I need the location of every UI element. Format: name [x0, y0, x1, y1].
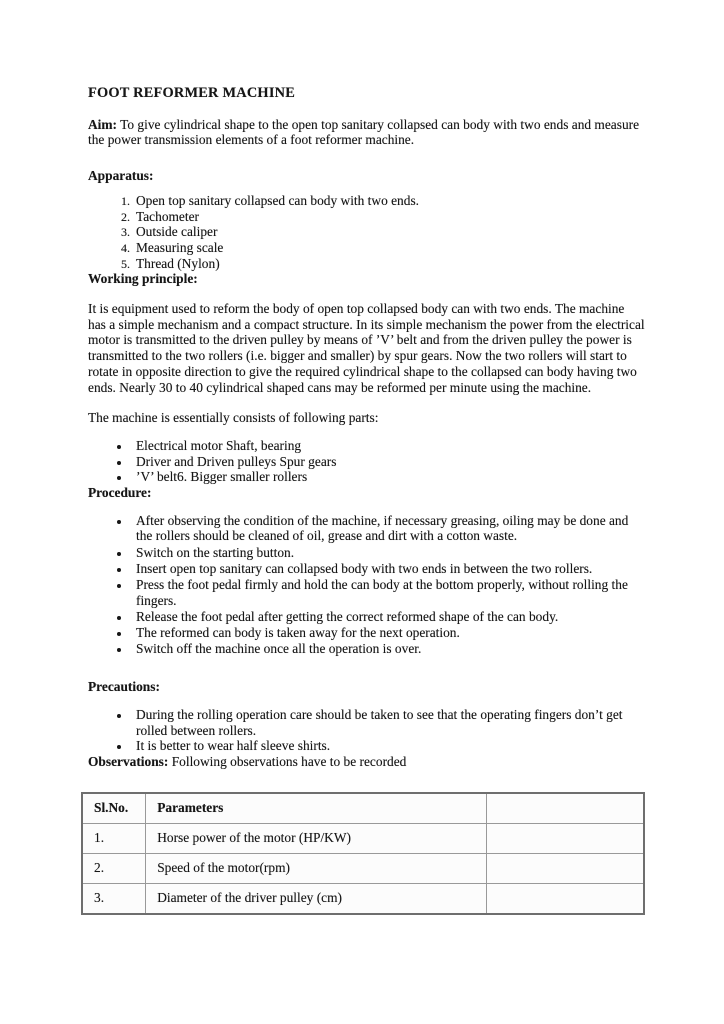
procedure-step: • Release the foot pedal after getting the correct reformed shape of the can body.: [131, 609, 645, 625]
apparatus-list: [88, 193, 645, 272]
precautions-list: [88, 707, 645, 754]
precaution-item: • During the rolling operation care should be taken to see that the operating fingers don’t get rolled between rollers.: [131, 707, 645, 738]
apparatus-heading: Apparatus:: [88, 168, 154, 184]
procedure-step: • Press the foot pedal firmly and hold the can body at the bottom properly, without rolling the fingers.: [131, 577, 645, 608]
table-row: [82, 883, 644, 914]
cell-slno: 2.: [82, 853, 146, 883]
cell-parameter: Diameter of the driver pulley (cm): [146, 883, 487, 914]
procedure-heading: Procedure:: [88, 485, 152, 501]
parts-list: [88, 438, 645, 485]
cell-value: [487, 883, 644, 914]
parts-item: • Electrical motor Shaft, bearing: [131, 438, 645, 454]
document-content: [88, 86, 645, 915]
cell-parameter: Speed of the motor(rpm): [146, 853, 487, 883]
precaution-item: • It is better to wear half sleeve shirts.: [131, 738, 645, 754]
observations-text: Following observations have to be recorded: [171, 753, 407, 769]
parts-intro: The machine is essentially consists of following parts:: [88, 410, 379, 426]
apparatus-item: 3. Outside caliper: [133, 224, 645, 240]
table-row: [82, 823, 644, 853]
working-principle-heading: Working principle:: [88, 271, 198, 287]
apparatus-item: 4. Measuring scale: [133, 240, 645, 256]
table-row: [82, 853, 644, 883]
observations-table: [81, 792, 645, 915]
procedure-step: • The reformed can body is taken away for the next operation.: [131, 625, 645, 641]
table-header-slno: Sl.No.: [82, 793, 146, 824]
procedure-step: • Insert open top sanitary can collapsed body with two ends in between the two rollers.: [131, 561, 645, 577]
working-principle-paragraph: It is equipment used to reform the body of open top collapsed body can with two ends. The machine has a simple mechanism and a compact structure. In its simple mechanism the power from the electrical motor is transmitted to the driven pulley by means of ’V’ belt and from the driven pulley the power is transmitted to the two rollers (i.e. bigger and smaller) by spur gears. Now the two rollers will start to rotate in opposite direction to give the required cylindrical shape to the collapsed can body having two ends. Nearly 30 to 40 cylindrical shaped cans may be reformed per minute using the machine.: [88, 301, 645, 395]
table-header-value: [487, 793, 644, 824]
aim-paragraph: [88, 117, 645, 148]
page-title: FOOT REFORMER MACHINE: [88, 85, 296, 101]
precautions-heading: Precautions:: [88, 679, 160, 695]
apparatus-item: 1. Open top sanitary collapsed can body with two ends.: [133, 193, 645, 209]
table-header-row: [82, 793, 644, 824]
cell-value: [487, 853, 644, 883]
parts-item: • Driver and Driven pulleys Spur gears: [131, 454, 645, 470]
apparatus-item: 2. Tachometer: [133, 209, 645, 225]
cell-value: [487, 823, 644, 853]
procedure-step: • Switch on the starting button.: [131, 545, 645, 561]
observations-line: [88, 754, 645, 770]
observations-label: Observations:: [88, 753, 169, 769]
cell-slno: 3.: [82, 883, 146, 914]
parts-item: • ’V’ belt6. Bigger smaller rollers: [131, 469, 645, 485]
procedure-step: • Switch off the machine once all the operation is over.: [131, 641, 645, 657]
procedure-list: [88, 513, 645, 657]
cell-parameter: Horse power of the motor (HP/KW): [146, 823, 487, 853]
cell-slno: 1.: [82, 823, 146, 853]
aim-text: To give cylindrical shape to the open top sanitary collapsed can body with two ends and measure the power transmission elements of a foot reformer machine.: [88, 116, 640, 148]
procedure-step: • After observing the condition of the machine, if necessary greasing, oiling may be done and the rollers should be cleaned of oil, grease and dirt with a cotton waste.: [131, 513, 645, 544]
apparatus-item: 5. Thread (Nylon): [133, 256, 645, 272]
table-header-parameters: Parameters: [146, 793, 487, 824]
aim-label: Aim:: [88, 116, 118, 132]
